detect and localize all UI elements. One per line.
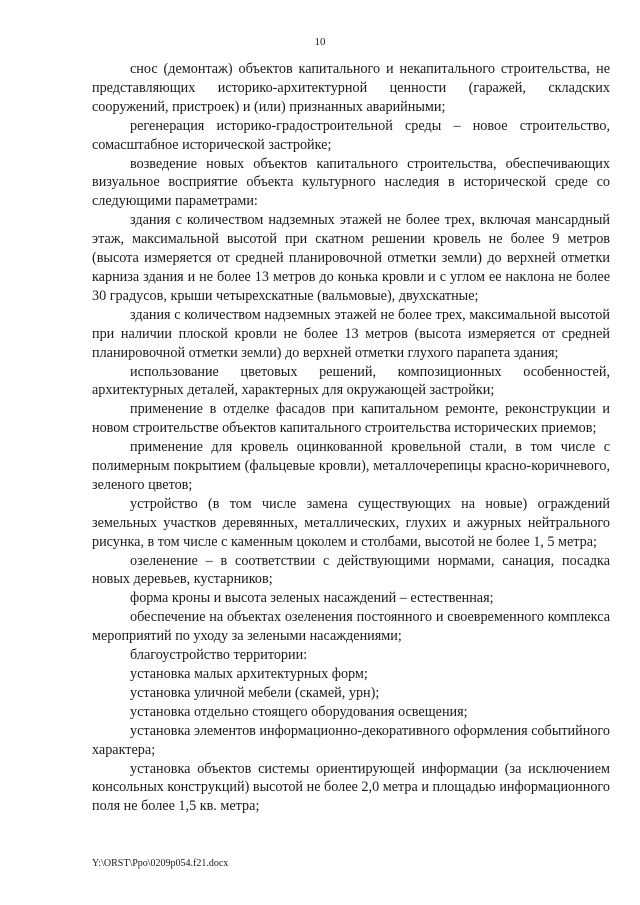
paragraph-new-construction: возведение новых объектов капитального строительства, обеспечивающих визуальное восприятие объекта культурного наследия в исторической среде со следующими параметрами: [92,155,610,210]
paragraph-orientation-info: установка объектов системы ориентирующей информации (за исключением консольных конструкций) высотой не более 2,0 метра и площадью информационного поля не более 1,5 кв. метра; [92,760,610,815]
paragraph-pitched-roof-buildings: здания с количеством надземных этажей не более трех, включая мансардный этаж, максимальной высотой при скатном решении кровель не более 9 метров (высота измеряется от средней планировочной отметки земли) до верхней отметки карниза здания и не более 13 метров до конька кровли и с углом ее наклона не более 30 градусов, крыши четырехскатные (вальмовые), двухскатные; [92,212,610,304]
paragraph-greenery-care: обеспечение на объектах озеленения постоянного и своевременного комплекса мероприятий по уходу за зелеными насаждениями; [92,609,610,645]
paragraph-fences: устройство (в том числе замена существующих на новые) ограждений земельных участков деревянных, металлических, глухих и ажурных нейтрального рисунка, в том числе с каменным цоколем и столбами, высотой не более 1, 5 метра; [92,495,610,550]
paragraph-roof-materials: применение для кровель оцинкованной кровельной стали, в том числе с полимерным покрытием (фальцевые кровли), металлочерепицы красно-коричневого, зеленого цветов; [92,439,610,493]
paragraph-facade-finishing: применение в отделке фасадов при капитальном ремонте, реконструкции и новом строительстве объектов капитального строительства исторических приемов; [92,401,610,437]
paragraph-demolition: снос (демонтаж) объектов капитального и некапитального строительства, не представляющих историко-архитектурной ценности (гаражей, складских сооружений, пристроек) и (или) признанных аварийными; [92,61,610,115]
page-number: 10 [314,36,326,48]
paragraph-decorative: установка элементов информационно-декоративного оформления событийного характера; [92,722,610,758]
paragraph-flat-roof-buildings: здания с количеством надземных этажей не более трех, максимальной высотой при наличии плоской кровли не более 13 метров (высота измеряется от средней планировочной отметки земли) до верхней отметки глухого парапета здания; [92,306,610,361]
footer-file-path: Y:\ORST\Ppo\0209p054.f21.docx [92,858,229,869]
paragraph-small-forms: установка малых архитектурных форм; [130,666,368,682]
paragraph-lighting: установка отдельно стоящего оборудования освещения; [130,703,468,720]
paragraph-crown-form: форма кроны и высота зеленых насаждений – естественная; [130,590,494,607]
paragraph-street-furniture: установка уличной мебели (скамей, урн); [130,684,380,701]
paragraph-landscaping: озеленение – в соответствии с действующими нормами, санация, посадка новых деревьев, кустарников; [92,552,610,588]
document-body [92,60,610,816]
paragraph-improvement: благоустройство территории: [130,647,308,664]
paragraph-regeneration: регенерация историко-градостроительной среды – новое строительство, сомасштабное исторической застройке; [92,117,610,153]
paragraph-color-solutions: использование цветовых решений, композиционных особенностей, архитектурных деталей, характерных для окружающей застройки; [92,363,610,399]
